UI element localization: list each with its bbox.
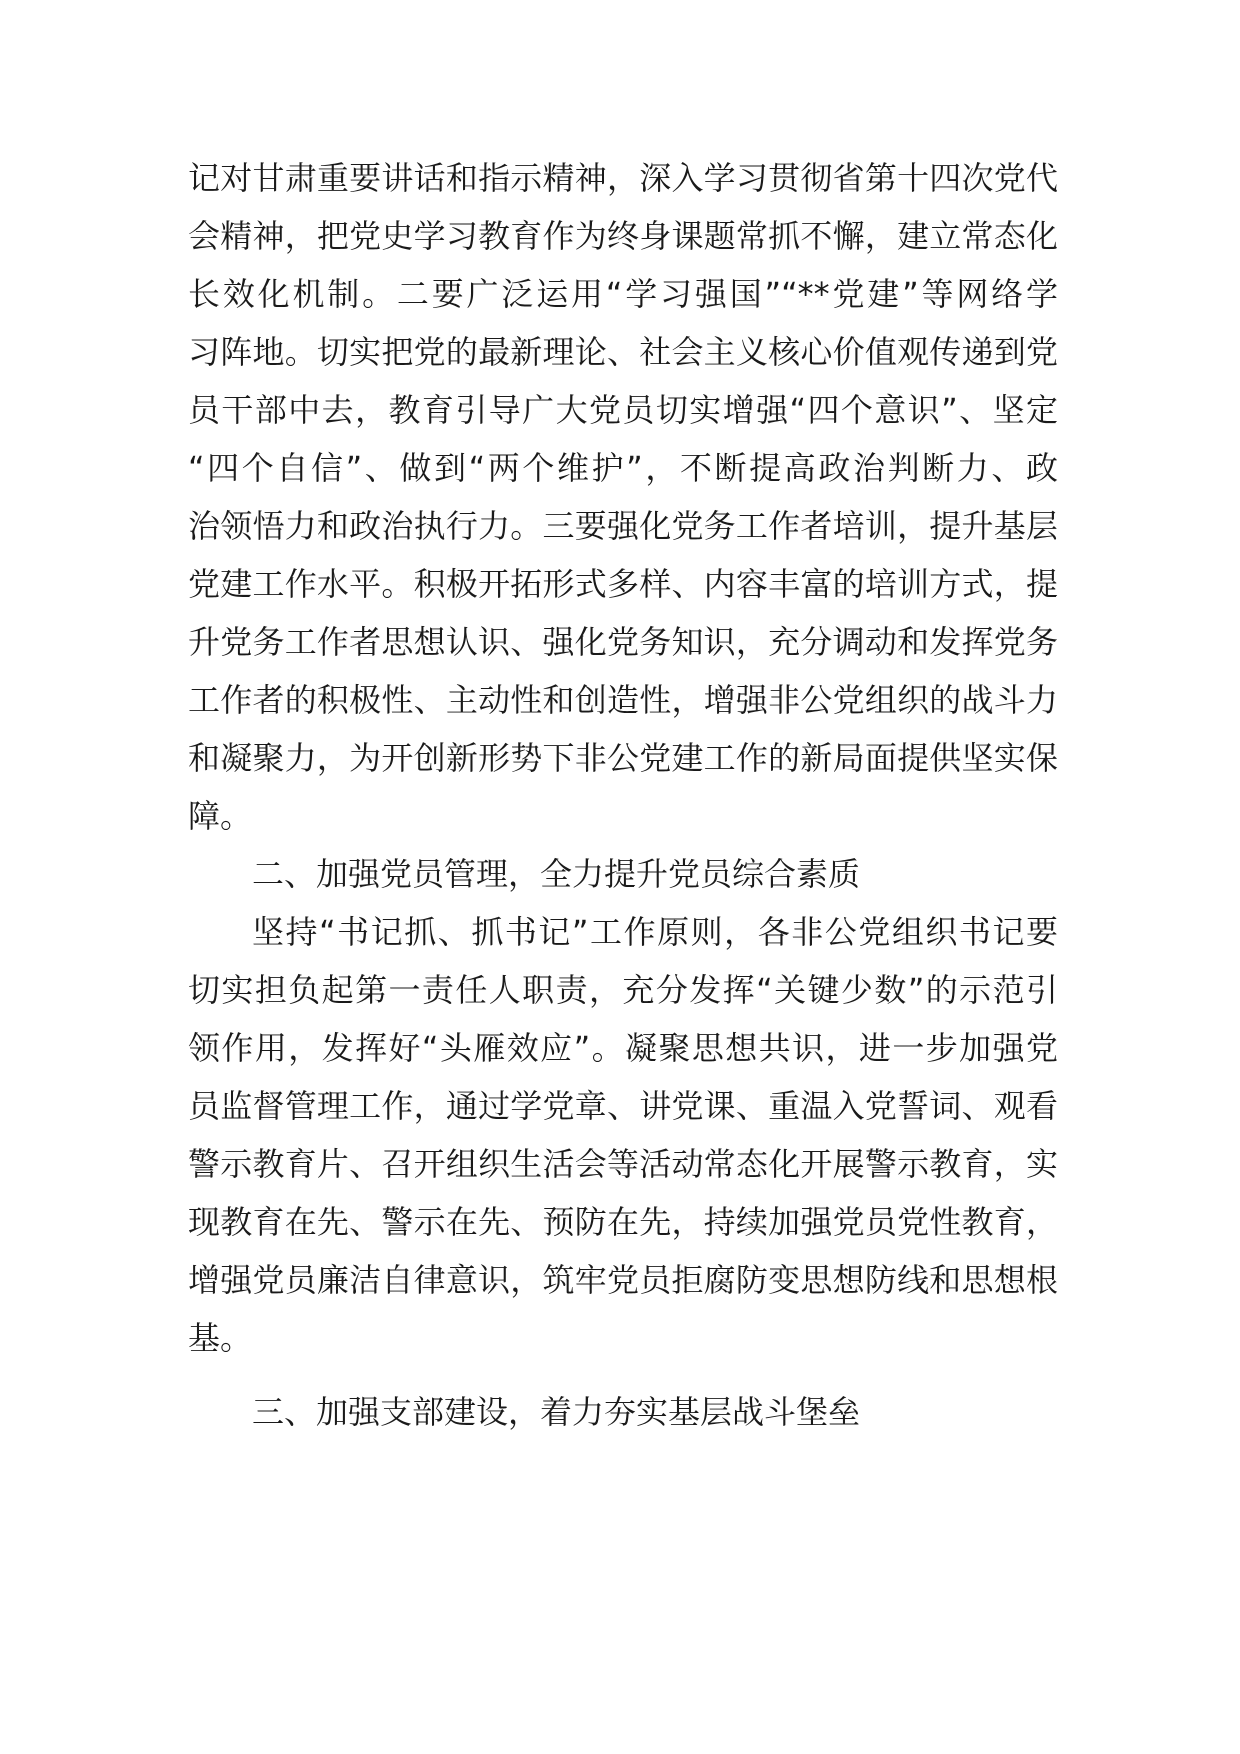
body-text-line: 警示教育片、召开组织生活会等活动常态化开展警示教育，实 xyxy=(188,1145,1058,1183)
body-text-line: 坚持“书记抓、抓书记”工作原则，各非公党组织书记要 xyxy=(252,913,1058,951)
section-heading: 二、加强党员管理，全力提升党员综合素质 xyxy=(252,855,861,893)
body-text-line: 记对甘肃重要讲话和指示精神，深入学习贯彻省第十四次党代 xyxy=(188,159,1058,197)
body-text-line: 基。 xyxy=(188,1319,253,1357)
body-text-line: 工作者的积极性、主动性和创造性，增强非公党组织的战斗力 xyxy=(188,681,1058,719)
body-text-line: 员监督管理工作，通过学党章、讲党课、重温入党誓词、观看 xyxy=(188,1087,1058,1125)
body-text-line: 党建工作水平。积极开拓形式多样、内容丰富的培训方式，提 xyxy=(188,565,1058,603)
body-text-line: 和凝聚力，为开创新形势下非公党建工作的新局面提供坚实保 xyxy=(188,739,1058,777)
body-text-line: 升党务工作者思想认识、强化党务知识，充分调动和发挥党务 xyxy=(188,623,1058,661)
body-text-line: 长效化机制。二要广泛运用“学习强国”“**党建”等网络学 xyxy=(188,275,1058,313)
body-text-line: 习阵地。切实把党的最新理论、社会主义核心价值观传递到党 xyxy=(188,333,1058,371)
body-text-line: “四个自信”、做到“两个维护”，不断提高政治判断力、政 xyxy=(188,449,1058,487)
body-text-line: 障。 xyxy=(188,797,253,835)
body-text-line: 现教育在先、警示在先、预防在先，持续加强党员党性教育， xyxy=(188,1203,1058,1241)
body-text-line: 治领悟力和政治执行力。三要强化党务工作者培训，提升基层 xyxy=(188,507,1058,545)
body-text-line: 切实担负起第一责任人职责，充分发挥“关键少数”的示范引 xyxy=(188,971,1058,1009)
body-text-line: 员干部中去，教育引导广大党员切实增强“四个意识”、坚定 xyxy=(188,391,1058,429)
body-text-line: 增强党员廉洁自律意识，筑牢党员拒腐防变思想防线和思想根 xyxy=(188,1261,1058,1299)
body-text-line: 领作用，发挥好“头雁效应”。凝聚思想共识，进一步加强党 xyxy=(188,1029,1058,1067)
body-text-line: 会精神，把党史学习教育作为终身课题常抓不懈，建立常态化 xyxy=(188,217,1058,255)
section-heading: 三、加强支部建设，着力夯实基层战斗堡垒 xyxy=(252,1393,861,1431)
